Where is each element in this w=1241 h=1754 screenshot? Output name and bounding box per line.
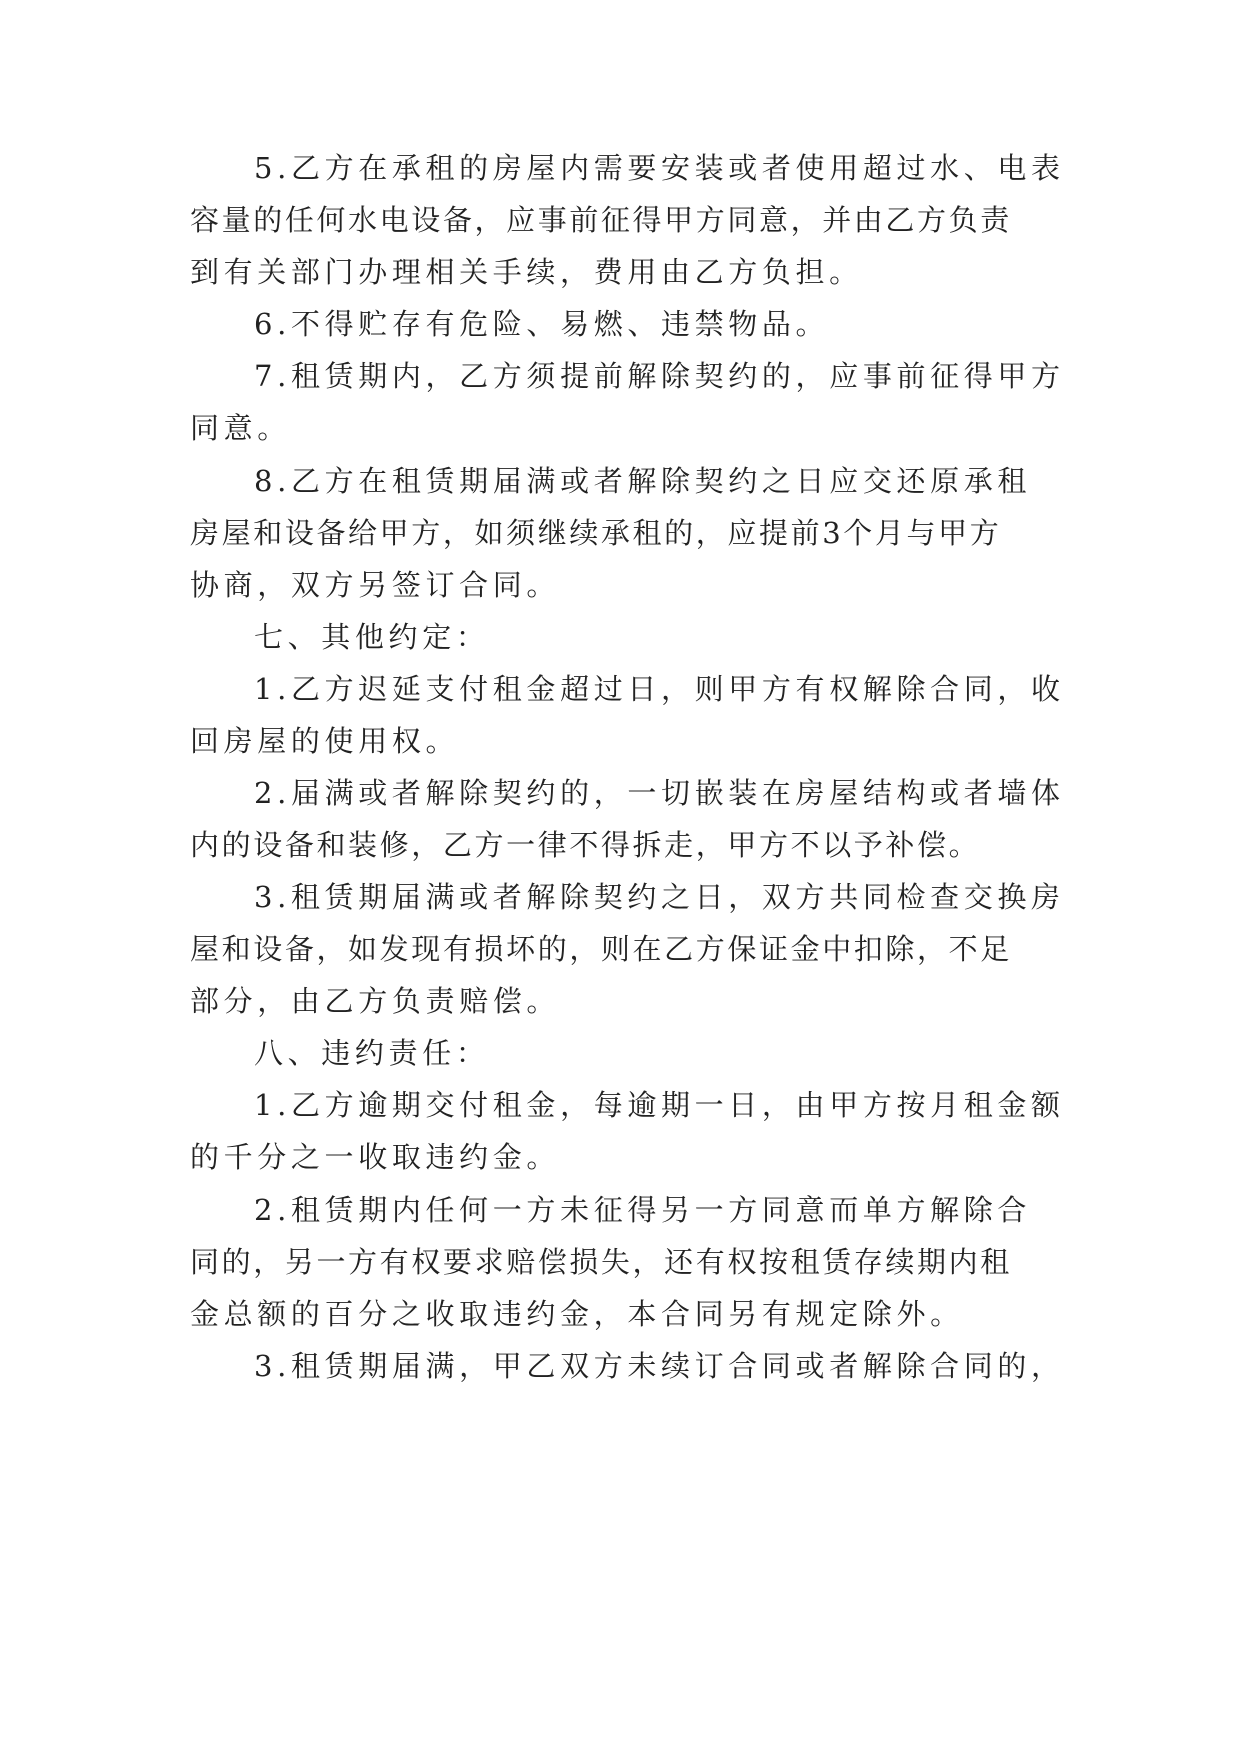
- paragraph-line: 同的，另一方有权要求赔偿损失，还有权按租赁存续期内租: [190, 1245, 1012, 1279]
- paragraph-line: 到有关部门办理相关手续，费用由乙方负担。: [190, 255, 863, 289]
- paragraph-line: 部分，由乙方负责赔偿。: [190, 984, 561, 1018]
- paragraph-line: 回房屋的使用权。: [190, 724, 460, 758]
- paragraph-line: 8.乙方在租赁期届满或者解除契约之日应交还原承租: [254, 464, 1032, 498]
- paragraph-line: 6.不得贮存有危险、易燃、违禁物品。: [254, 307, 830, 341]
- paragraph-line: 金总额的百分之收取违约金，本合同另有规定除外。: [190, 1297, 964, 1331]
- paragraph-line: 5.乙方在承租的房屋内需要安装或者使用超过水、电表: [254, 151, 1065, 185]
- paragraph-line: 协商，双方另签订合同。: [190, 568, 561, 602]
- paragraph-line: 3.租赁期届满，甲乙双方未续订合同或者解除合同的，: [254, 1349, 1065, 1383]
- paragraph-line: 房屋和设备给甲方，如须继续承租的，应提前3个月与甲方: [190, 516, 1002, 550]
- paragraph-line: 屋和设备，如发现有损坏的，则在乙方保证金中扣除，不足: [190, 932, 1012, 966]
- paragraph-line: 7.租赁期内，乙方须提前解除契约的，应事前征得甲方: [254, 359, 1065, 393]
- paragraph-line: 1.乙方迟延支付租金超过日，则甲方有权解除合同，收: [254, 672, 1065, 706]
- paragraph-line: 内的设备和装修，乙方一律不得拆走，甲方不以予补偿。: [190, 828, 981, 862]
- paragraph-line: 同意。: [190, 411, 291, 445]
- paragraph-line: 1.乙方逾期交付租金，每逾期一日，由甲方按月租金额: [254, 1088, 1065, 1122]
- paragraph-line: 的千分之一收取违约金。: [190, 1140, 561, 1174]
- paragraph-line: 3.租赁期届满或者解除契约之日，双方共同检查交换房: [254, 880, 1065, 914]
- paragraph-line: 2.租赁期内任何一方未征得另一方同意而单方解除合: [254, 1193, 1032, 1227]
- paragraph-line: 容量的任何水电设备，应事前征得甲方同意，并由乙方负责: [190, 203, 1012, 237]
- section-heading: 七、其他约定：: [254, 620, 490, 654]
- paragraph-line: 2.届满或者解除契约的，一切嵌装在房屋结构或者墙体: [254, 776, 1065, 810]
- section-heading: 八、违约责任：: [254, 1036, 490, 1070]
